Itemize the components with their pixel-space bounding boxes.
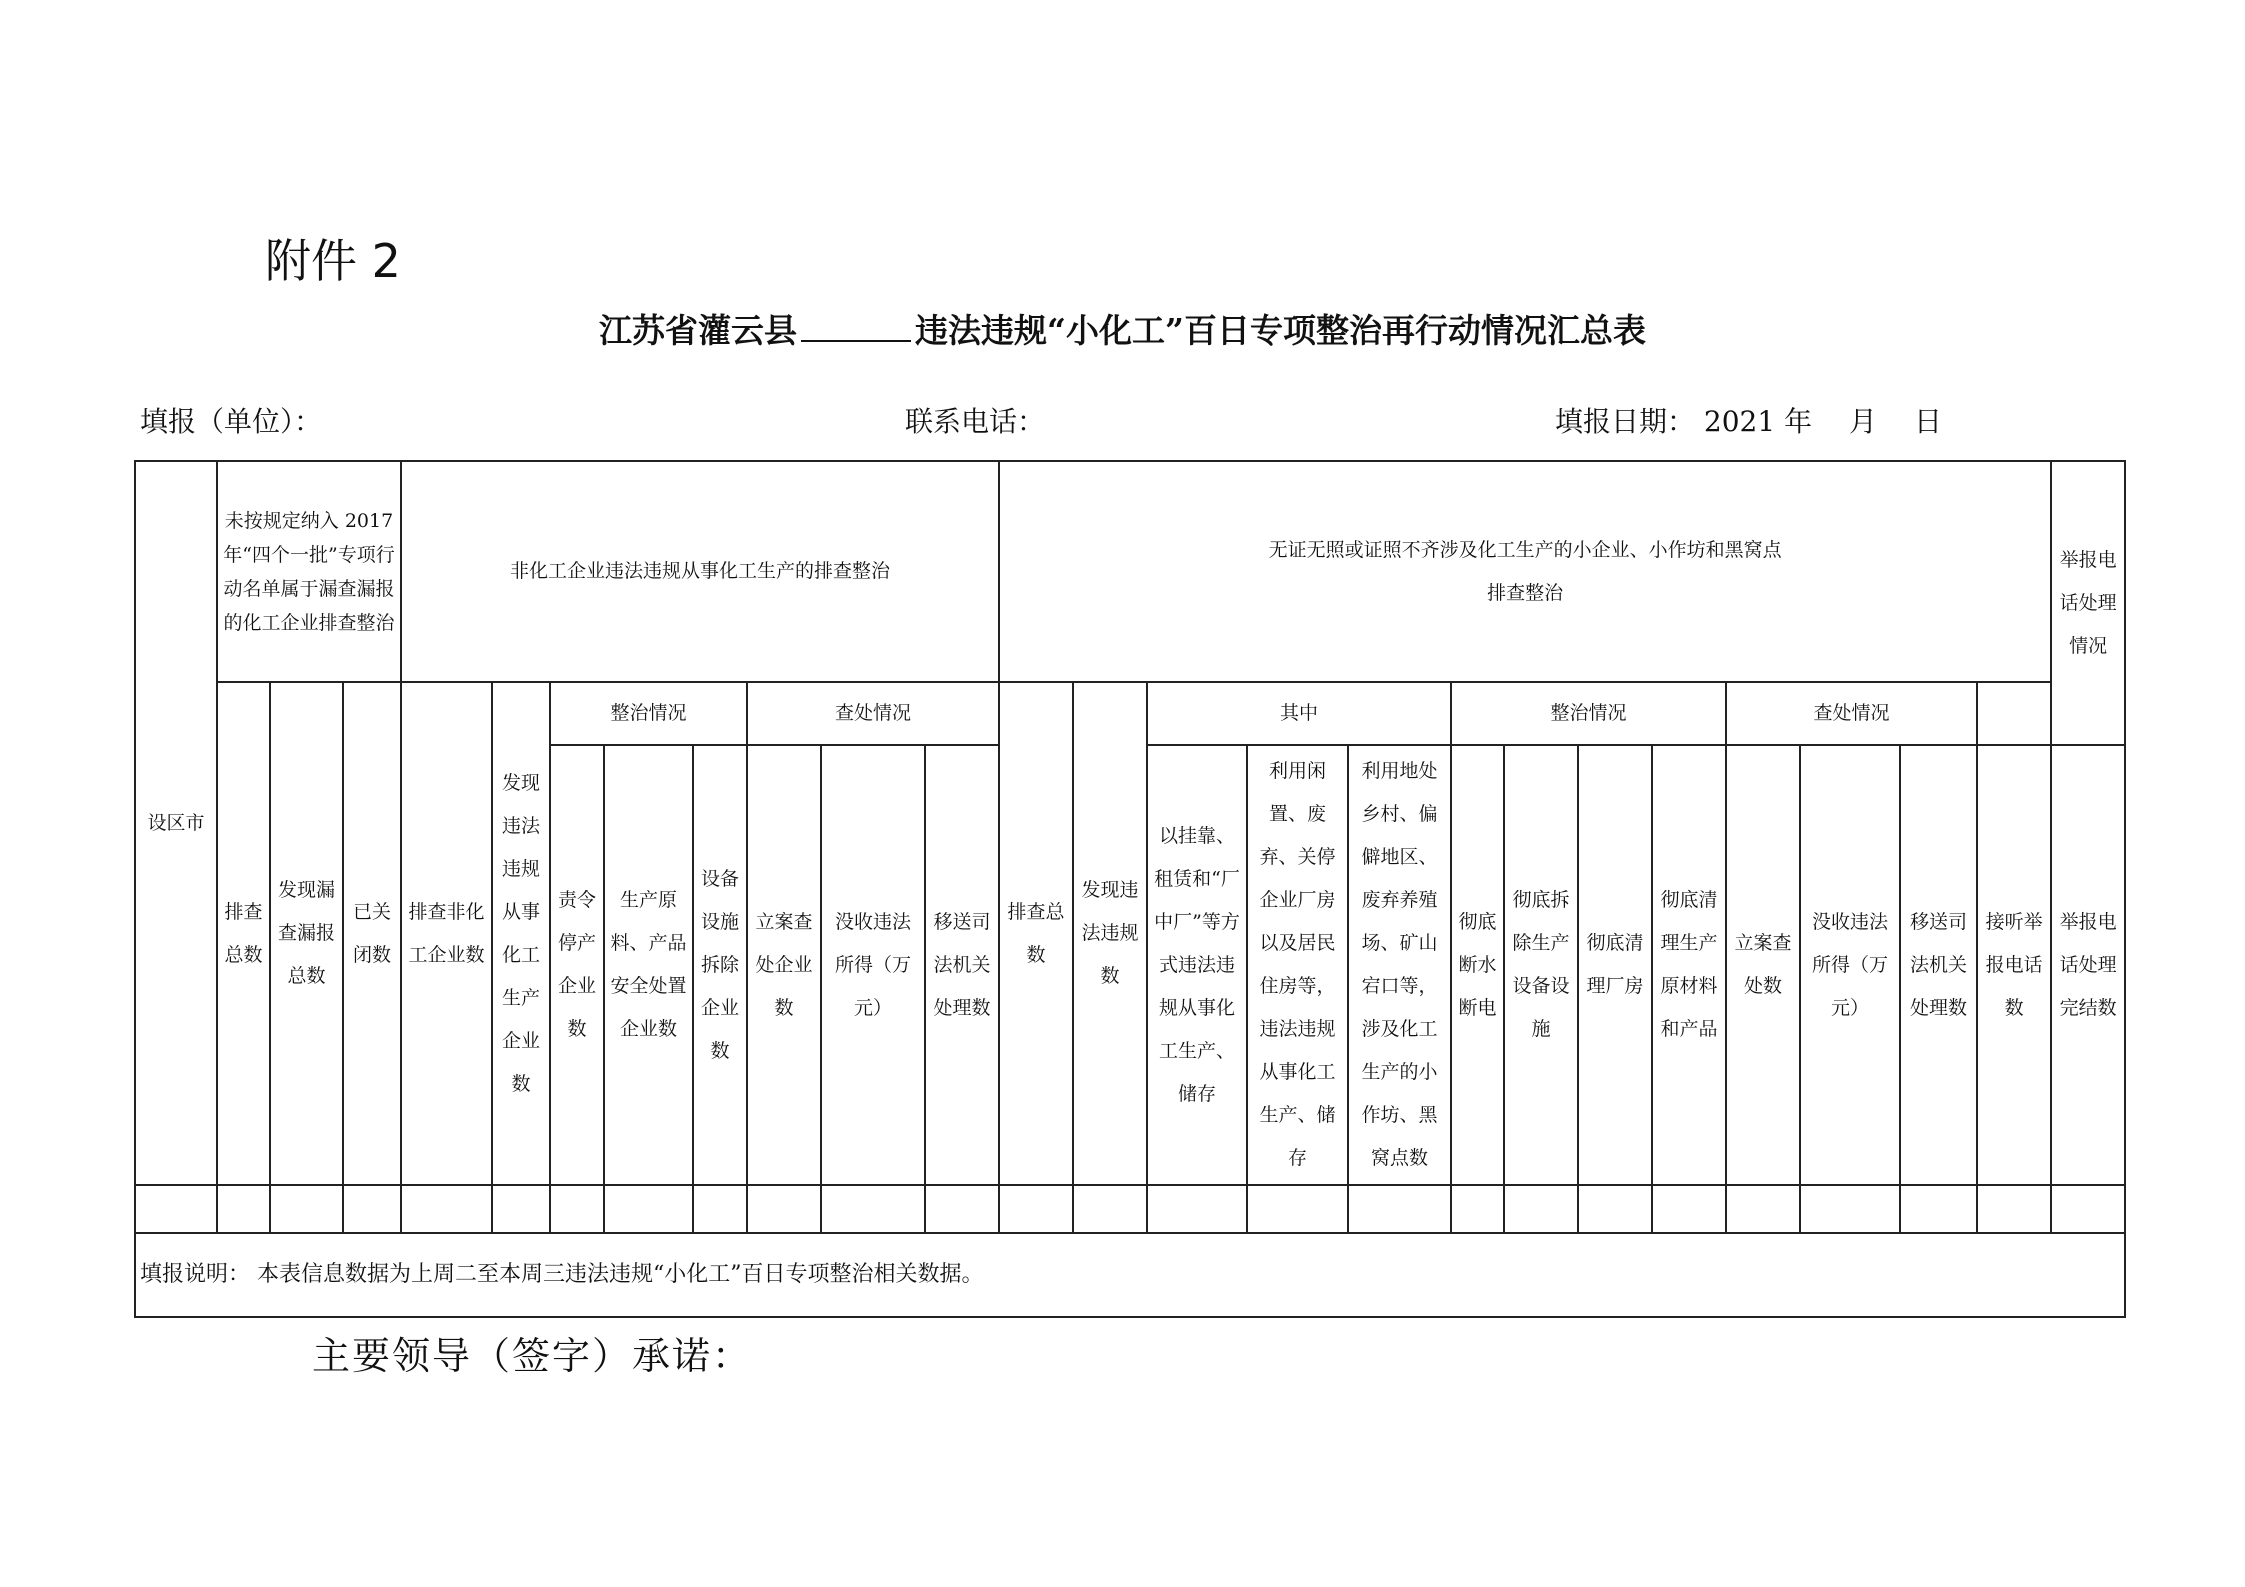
- g3-among-subheader: 其中: [1147, 682, 1451, 745]
- group-nonchemical-header: 非化工企业违法违规从事化工生产的排查整治: [401, 461, 999, 682]
- fill-date-year-unit: 年: [1784, 405, 1813, 438]
- col-g3-among1: 以挂靠、租赁和“厂中厂”等方式违法违规从事化工生产、储存: [1147, 745, 1247, 1185]
- table-row: [135, 1185, 2125, 1233]
- fill-date: [1555, 400, 1942, 440]
- col-g3-case: 立案查处数: [1726, 745, 1800, 1185]
- g3-investigate-subheader: 查处情况: [1726, 682, 1977, 745]
- document-title: [0, 305, 2245, 352]
- col-g4-done: 举报电话处理完结数: [2051, 745, 2125, 1185]
- col-g3-total: 排查总数: [999, 682, 1073, 1185]
- g2-investigate-subheader: 查处情况: [747, 682, 999, 745]
- data-cell[interactable]: [1578, 1185, 1652, 1233]
- data-cell[interactable]: [401, 1185, 492, 1233]
- data-cell[interactable]: [135, 1185, 217, 1233]
- col-city-header: 设区市: [135, 461, 217, 1185]
- data-cell[interactable]: [693, 1185, 747, 1233]
- title-blank-line[interactable]: [801, 312, 911, 342]
- data-cell[interactable]: [1348, 1185, 1451, 1233]
- col-g2-confiscate: 没收违法所得（万元）: [821, 745, 925, 1185]
- col-g3-cut: 彻底断水断电: [1451, 745, 1504, 1185]
- group-unlicensed-line1: 无证无照或证照不齐涉及化工生产的小企业、小作坊和黑窝点: [1268, 538, 1782, 561]
- data-cell[interactable]: [1451, 1185, 1504, 1233]
- data-cell[interactable]: [217, 1185, 270, 1233]
- col-g3-among3: 利用地处乡村、偏僻地区、废弃养殖场、矿山宕口等，涉及化工生产的小作坊、黑窝点数: [1348, 745, 1451, 1185]
- col-g2-transfer: 移送司法机关处理数: [925, 745, 999, 1185]
- col-g2-case: 立案查处企业数: [747, 745, 821, 1185]
- col-g3-clear-material: 彻底清理生产原材料和产品: [1652, 745, 1726, 1185]
- col-g2-total: 排查非化工企业数: [401, 682, 492, 1185]
- group-hotline-header: 举报电话处理情况: [2051, 461, 2125, 745]
- data-cell[interactable]: [1652, 1185, 1726, 1233]
- group-unlicensed-line2: 排查整治: [1487, 581, 1564, 604]
- col-g1-total: 排查总数: [217, 682, 270, 1185]
- col-g3-found: 发现违法违规数: [1073, 682, 1147, 1185]
- data-cell[interactable]: [1900, 1185, 1977, 1233]
- col-g4-received: 接听举报电话数: [1977, 745, 2051, 1185]
- data-cell[interactable]: [999, 1185, 1073, 1233]
- attachment-label: 附件 2: [265, 234, 401, 288]
- data-cell[interactable]: [1800, 1185, 1900, 1233]
- data-cell[interactable]: [821, 1185, 925, 1233]
- data-cell[interactable]: [343, 1185, 401, 1233]
- data-cell[interactable]: [925, 1185, 999, 1233]
- fill-instructions: 填报说明： 本表信息数据为上周二至本周三违法违规“小化工”百日专项整治相关数据。: [135, 1233, 2125, 1317]
- data-cell[interactable]: [747, 1185, 821, 1233]
- fill-date-day-unit: 日: [1913, 405, 1942, 438]
- g2-rectify-subheader: 整治情况: [550, 682, 747, 745]
- data-cell[interactable]: [1147, 1185, 1247, 1233]
- col-g3-confiscate: 没收违法所得（万元）: [1800, 745, 1900, 1185]
- col-g2-found: 发现违法违规从事化工生产企业数: [492, 682, 550, 1185]
- fill-unit-label: 填报（单位）：: [140, 405, 323, 438]
- fill-date-month-unit: 月: [1849, 405, 1878, 438]
- leader-signature-label: 主要领导（签字）承诺：: [312, 1334, 753, 1378]
- col-g2-stop: 责令停产企业数: [550, 745, 604, 1185]
- contact-phone-label: 联系电话：: [905, 405, 1046, 438]
- col-g3-among2: 利用闲置、废弃、关停企业厂房以及居民住房等，违法违规从事化工生产、储存: [1247, 745, 1348, 1185]
- fill-date-year: 2021: [1703, 405, 1776, 438]
- fill-date-label: 填报日期：: [1555, 405, 1696, 438]
- data-cell[interactable]: [604, 1185, 693, 1233]
- col-g3-clear-plant: 彻底清理厂房: [1578, 745, 1652, 1185]
- data-cell[interactable]: [1247, 1185, 1348, 1233]
- group-unlicensed-header: [999, 461, 2051, 682]
- g3-rectify-subheader: 整治情况: [1451, 682, 1726, 745]
- data-cell[interactable]: [550, 1185, 604, 1233]
- col-g3-dismantle: 彻底拆除生产设备设施: [1504, 745, 1578, 1185]
- title-prefix: 江苏省灌云县: [599, 311, 798, 350]
- col-g3-transfer: 移送司法机关处理数: [1900, 745, 1977, 1185]
- title-suffix: 违法违规“小化工”百日专项整治再行动情况汇总表: [915, 311, 1646, 350]
- col-g2-equip: 设备设施拆除企业数: [693, 745, 747, 1185]
- col-g2-material: 生产原料、产品安全处置企业数: [604, 745, 693, 1185]
- col-g1-closed: 已关闭数: [343, 682, 401, 1185]
- data-cell[interactable]: [2051, 1185, 2125, 1233]
- data-cell[interactable]: [1977, 1185, 2051, 1233]
- data-cell[interactable]: [492, 1185, 550, 1233]
- summary-table: [134, 460, 2126, 1318]
- group-missed-chemical-header: 未按规定纳入 2017 年“四个一批”专项行动名单属于漏查漏报的化工企业排查整治: [217, 461, 401, 682]
- data-cell[interactable]: [270, 1185, 343, 1233]
- data-cell[interactable]: [1726, 1185, 1800, 1233]
- col-g1-found: 发现漏查漏报总数: [270, 682, 343, 1185]
- data-cell[interactable]: [1504, 1185, 1578, 1233]
- data-cell[interactable]: [1073, 1185, 1147, 1233]
